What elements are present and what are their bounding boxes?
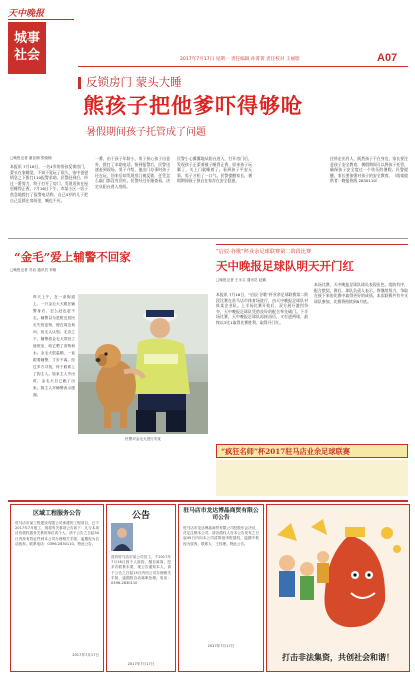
- lead-column-1: 本报讯 7月16日，一名4岁的男孩反锁房门，蒙头在家睡觉，不知不觉玩了很久，家中爸爸情急之下拨打110报警求助。民警赶到后，经过一番努力，终于打开了房门，发现男孩在屋里睡得正香。7月16日下午，市某小区一男子焦急地拨打了报警电话称，自己4岁的儿子把自己反锁在房间里，喊也不应。: [10, 164, 88, 203]
- person-icon: [111, 523, 133, 551]
- dissolution-notice-title: 驻马店市龙达博晶商贸有限公司公告: [183, 508, 259, 521]
- personnel-notice-text: 兹有驻马店市某公司员工，于2017年7月16日因个人原因，擅自离岗，经多次联系未果，现公告通知本人，请于公告之日起15日内回公司办理相关手续，逾期按自动离职处理。电话：0396-2830110: [111, 555, 171, 586]
- dissolution-notice-date: 2017年7月17日: [207, 644, 235, 648]
- photo-caption: 民警对金毛犬进行安抚: [125, 437, 161, 441]
- anti-fraud-illustration: [267, 505, 409, 645]
- banner-body: [216, 460, 408, 496]
- newspaper-logo: 天中晚报: [8, 9, 45, 19]
- police-dog-illustration: [78, 294, 208, 434]
- football-byline: □晚报记者 王永召 通讯员 赵鹏: [216, 278, 266, 282]
- personnel-notice-title: 公告: [131, 511, 150, 521]
- police-dog-photo: [78, 294, 208, 434]
- company-notice-text: 驻马店市某工程建设有限公司承建的工程项目，已于2017年7月竣工，现将有关事项公告如下：凡与本项目有债权债务关系的单位或个人，请于公告之日起30日内持有效证件到本公司办理相关手续，逾期视为自动放弃。联系电话：0396-2830110。特此公告。: [15, 521, 99, 546]
- personnel-notice-box: [106, 504, 176, 672]
- football-column-2: 本场比赛，天中晚报足球队球员表现出色，攻防有序，配合默契。赛后，球队负责人表示，将继续努力，争取在接下来的比赛中取得更好的成绩。本次联赛共有多支球队参加，比赛将持续到8月底。: [314, 282, 408, 304]
- kicker-bar: [78, 77, 81, 89]
- personnel-notice-date: 2017年7月17日: [127, 661, 155, 666]
- football-column-1: 本报讯 7月16日，“启辰·谷歌”杯业余足球联赛第二阶段比赛在驻马店市体育场进行，由天中晚报足球队对阵某企业队。上半场比赛开始后，双方展开激烈争夺，天中晚报足球队凭借良好的配合率先破门。下半场比赛，天中晚报足球队再接再厉，又打进两球，最终以3比1取得比赛胜利，取得开门红。: [216, 292, 308, 325]
- dog-headline: “金毛”爱上辅警不回家: [14, 250, 131, 264]
- company-notice-title: 区域工程服务公告: [32, 510, 81, 517]
- dissolution-notice-text: 驻马店市龙达博晶商贸有限公司经股东会决议，决定注销本公司，请各债权人自本公告发布之日起45日内向本公司清算组申报债权，逾期不报视为放弃。联系人：王经理。特此公告。: [183, 526, 259, 546]
- lead-column-2: 一番，由于孩子年龄小，男子担心孩子出意外，拨打了求助电话。接到报警后，民警迅速赶到现场，男子介绍，他出门办事时孩子还在玩，回来后却发现房门被反锁，任凭怎么敲门都没有回应。民警经过仔细查看，决定从阳台进入房间。: [95, 156, 170, 189]
- football-label: “启辰·谷歌”杯业余足球联赛第二阶段比赛: [216, 249, 312, 255]
- anti-fraud-slogan: 打击非法集资，共创社会和谐！: [282, 652, 394, 662]
- company-notice-date: 2017年7月17日: [72, 653, 99, 657]
- lead-column-3: 民警小心翼翼地从阳台进入，打开房门后，发现孩子正蒙着被子睡得正香，原来孩子玩累了，关上门就睡着了。看到孩子平安无事，男子才松了一口气。民警提醒家长，暑假期间孩子独自在家存在安全隐患。: [177, 156, 252, 184]
- section-label: [8, 22, 46, 74]
- league-banner-text: “疯狂名师”杯2017驻马店业余足球联赛: [221, 447, 350, 456]
- lead-bottom-rule: [8, 238, 408, 239]
- section-line-2: 社会: [13, 48, 40, 63]
- league-banner: [216, 444, 408, 458]
- ads-top-rule: [8, 500, 408, 502]
- lead-subhead: 暑假期间孩子托管成了问题: [86, 127, 206, 138]
- football-top-rule: [216, 244, 408, 245]
- logo-underline: [8, 19, 74, 20]
- dissolution-notice-box: [178, 504, 264, 672]
- id-photo: [111, 523, 133, 551]
- anti-fraud-ad: [266, 504, 410, 672]
- lead-kicker: 反锁房门 蒙头大睡: [86, 75, 182, 89]
- football-headline: 天中晚报足球队明天开门红: [216, 259, 354, 273]
- dog-story-text: 昨天上午，在一条街道上，一只金毛大犬跟在辅警身后，怎么赶也赶不走。辅警以为是附近居民走失的宠物，便在周边询问，但无人认领。无奈之下，辅警将金毛犬带回了值班室，给它喂了食物和水。金毛犬很温顺，一直跟着辅警，寸步不离。经过多方寻找，终于联系上了狗主人。原来主人外出时，金毛犬自己跑了出来。狗主人对辅警表示感谢。: [33, 295, 75, 397]
- lead-byline: □晚报记者 谢亚楠 张晓楠: [10, 156, 52, 160]
- lead-column-4: 住所走出有人，既然孩子不在身边，家长要注意孩子安全教育，暑假期间可以将孩子托管，确保孩子安全度过一个快乐的暑假。民警提醒，家长要加强对孩子的安全教育。（线索提供者：晚报热线 2830110）: [330, 156, 408, 184]
- dog-byline: □晚报记者 苏岩 通讯员 李敏: [10, 268, 57, 272]
- lead-headline: 熊孩子把他爹吓得够呛: [83, 93, 303, 118]
- page-number: A07: [377, 52, 398, 64]
- section-line-1: 城事: [13, 31, 40, 46]
- date-line: 2017年7月17日 星期一 责任编辑 孙菁菁 责任校对 王丽影: [180, 57, 300, 62]
- company-notice-box: [10, 504, 104, 672]
- header-rule: [78, 66, 408, 67]
